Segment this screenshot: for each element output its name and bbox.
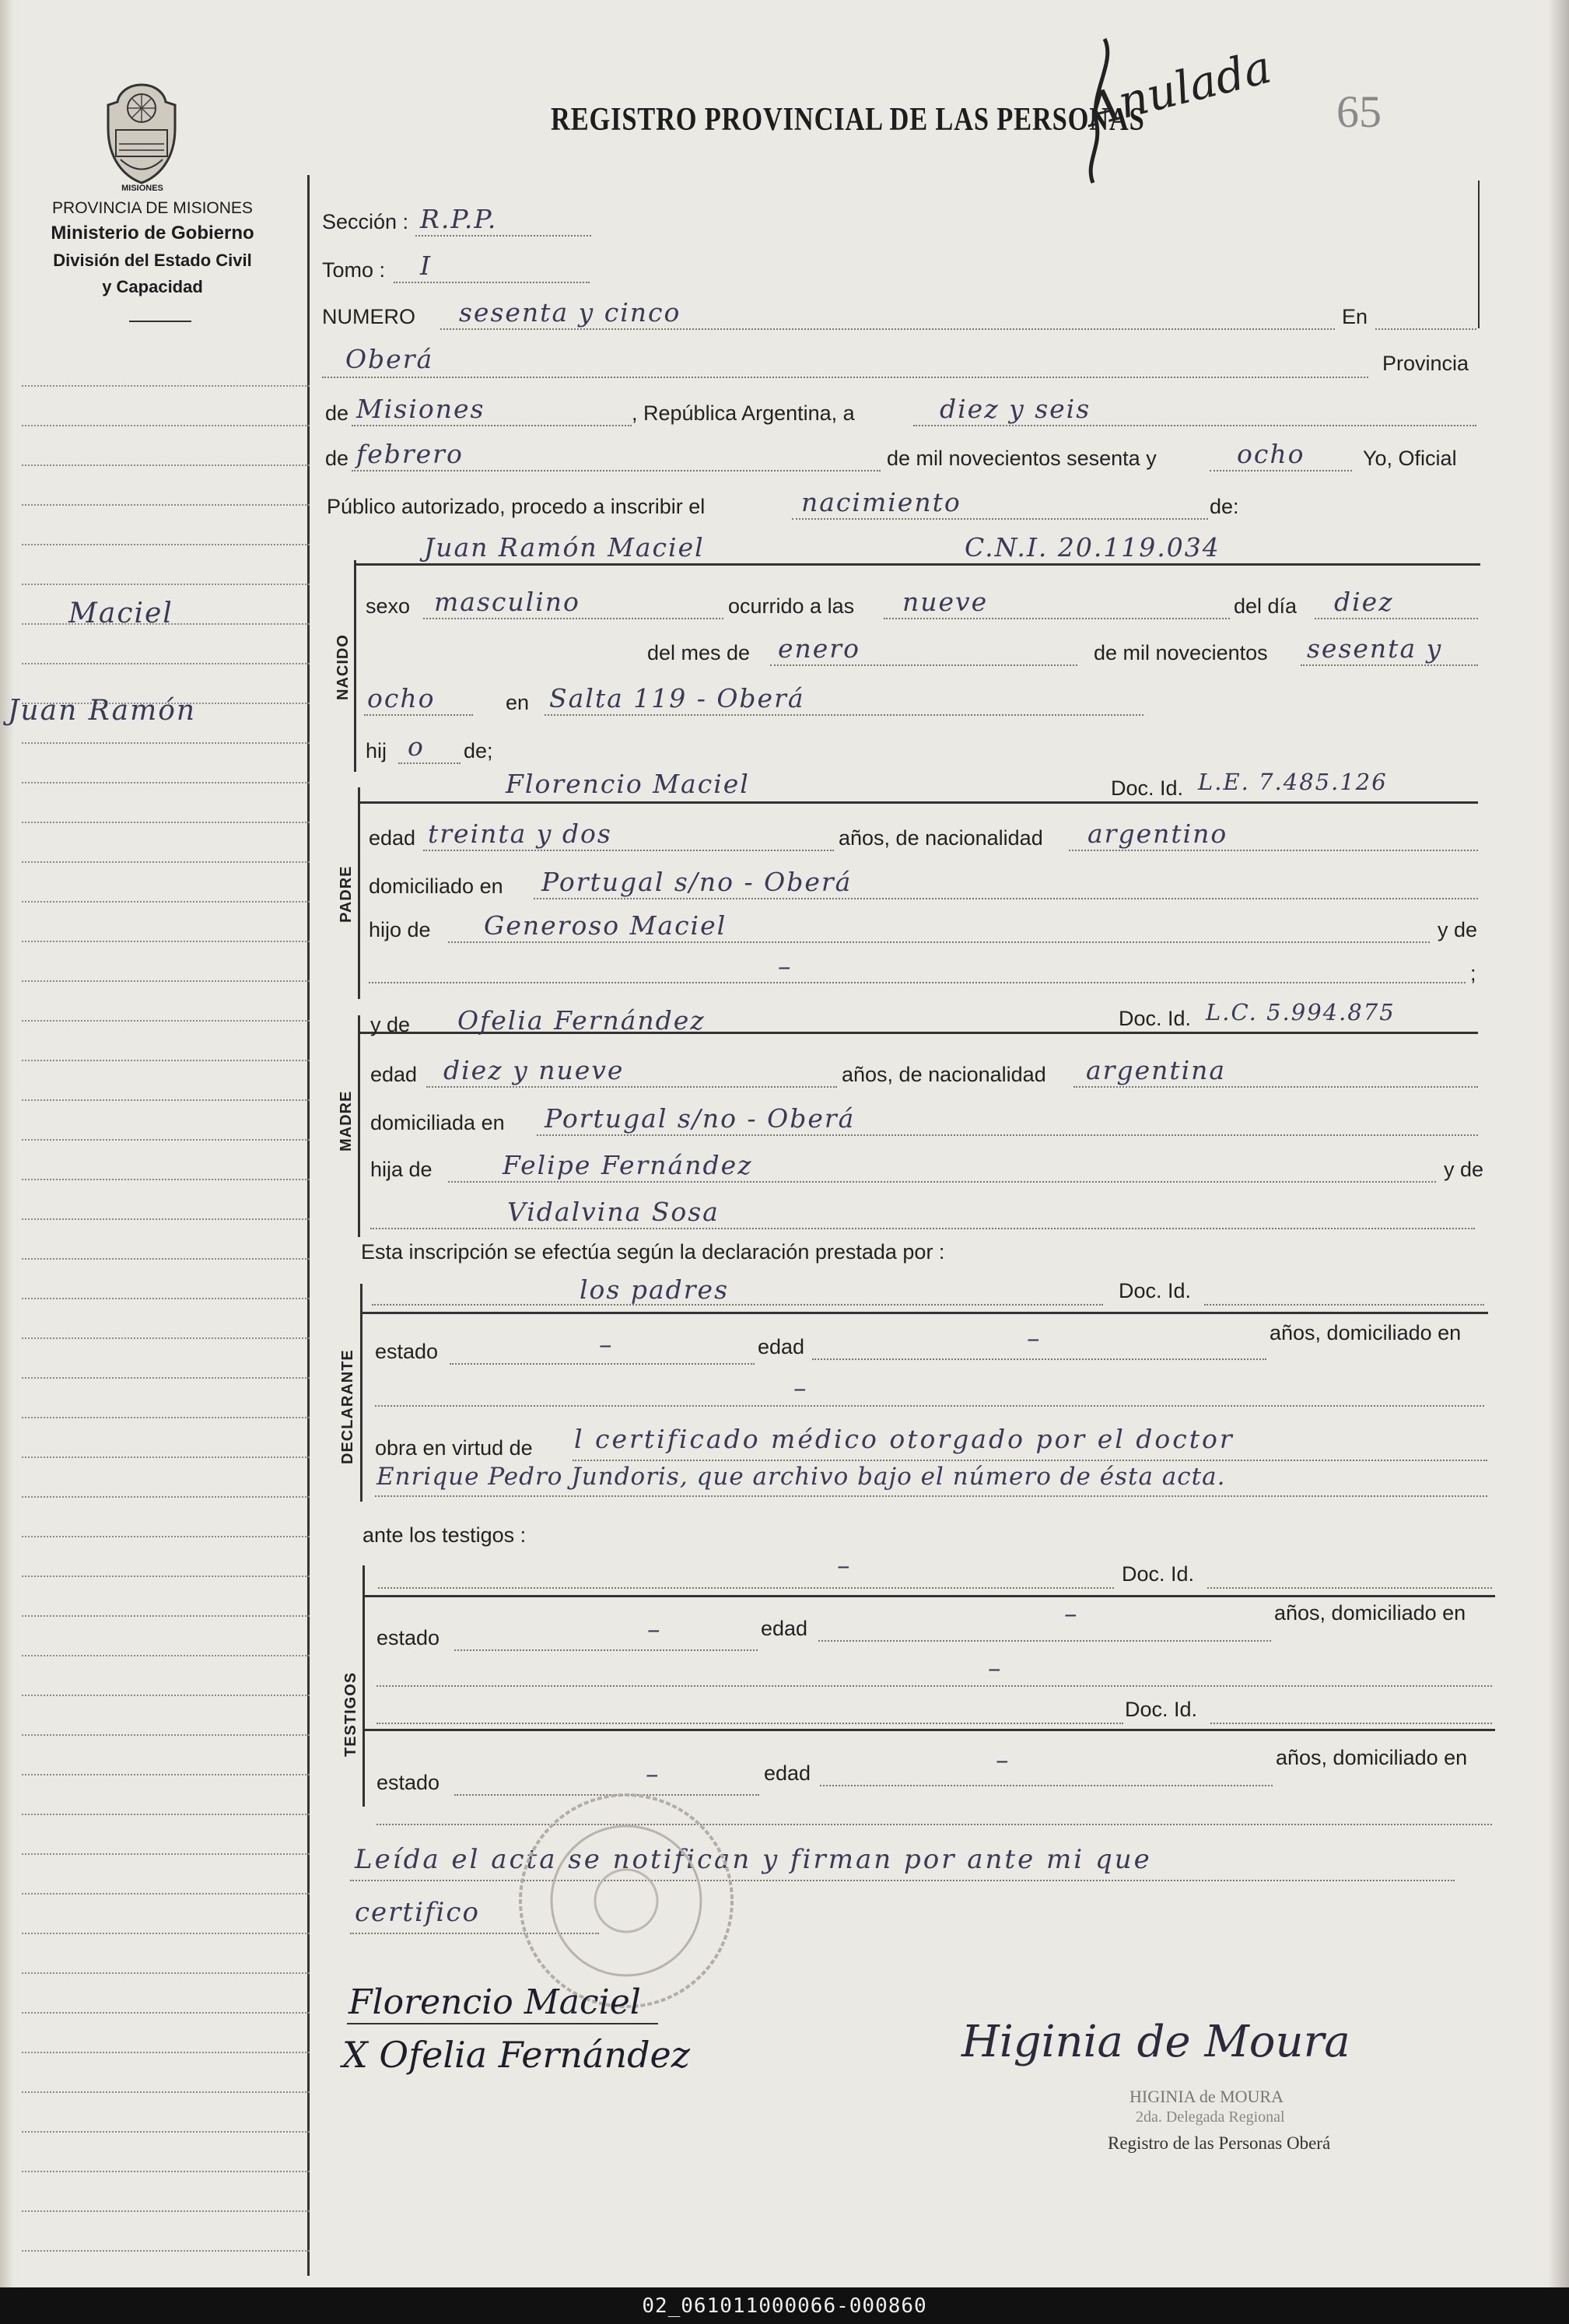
margin-rule-line	[22, 2171, 310, 2172]
testigo1-dom-dash: –	[988, 1653, 1003, 1683]
margin-rule-line	[22, 1139, 310, 1141]
mother-dom-label: domiciliada en	[370, 1111, 505, 1134]
father-semicolon: ;	[1470, 962, 1476, 985]
margin-rule-line	[22, 425, 310, 426]
provincia-label: Provincia	[1382, 352, 1469, 375]
del-dia-label: del día	[1234, 594, 1298, 618]
obra-value-1: l certificado médico otorgado por el doctor	[574, 1424, 1235, 1454]
margin-rule-line	[22, 1933, 310, 1934]
seccion-value: R.P.P.	[420, 204, 498, 234]
numero-label: NUMERO	[322, 305, 415, 328]
declarante-doc-label: Doc. Id.	[1119, 1279, 1192, 1302]
margin-rule-line	[22, 782, 310, 783]
mother-edad-label: edad	[370, 1063, 418, 1086]
madre-section-label: MADRE	[338, 1090, 355, 1151]
testigo2-estado-dash: –	[646, 1758, 660, 1789]
margin-rule-line	[22, 1576, 310, 1577]
margin-rule-line	[22, 1853, 310, 1855]
declarante-dom-label: años, domiciliado en	[1270, 1321, 1462, 1344]
testigo1-estado-label: estado	[376, 1626, 440, 1649]
birth-place: Salta 119 - Oberá	[549, 683, 805, 713]
nacido-bracket	[354, 560, 356, 772]
father-yde-label: y de	[1438, 918, 1478, 941]
binding-shadow	[0, 0, 14, 2287]
division-line-1: División del Estado Civil	[53, 251, 252, 270]
margin-rule-line	[22, 663, 310, 664]
margin-rule-line	[22, 1060, 310, 1061]
annulment-flourish-icon	[1073, 31, 1136, 187]
testigos-section-label: TESTIGOS	[342, 1671, 359, 1757]
testigo2-estado-label: estado	[376, 1771, 440, 1794]
mother-doc-label: Doc. Id.	[1119, 1007, 1192, 1030]
padre-bracket	[358, 787, 360, 999]
margin-rule-line	[22, 1298, 310, 1299]
official-stamp-icon	[513, 1788, 739, 2014]
declarante-estado-label: estado	[375, 1340, 439, 1363]
hij-de-label: de;	[464, 739, 493, 762]
mother-nac-value: argentina	[1086, 1055, 1227, 1085]
obra-value-2: Enrique Pedro Jundoris, que archivo bajo el número de ésta acta.	[376, 1463, 1226, 1491]
declarante-edad-label: edad	[758, 1335, 805, 1358]
father-edad-value: treinta y dos	[428, 818, 612, 849]
testigo2-edad-label: edad	[764, 1761, 811, 1785]
mother-parent-value-2: Vidalvina Sosa	[507, 1197, 720, 1227]
margin-rule-line	[22, 1536, 310, 1537]
father-parent-value: Generoso Maciel	[484, 910, 727, 941]
margin-rule-line	[22, 1695, 310, 1696]
mes-value: enero	[778, 633, 860, 664]
official-stamp-name: HIGINIA de MOURA	[1129, 2087, 1284, 2106]
de3-label: de:	[1210, 495, 1239, 518]
mil-label: de mil novecientos sesenta y	[887, 447, 1157, 470]
testigo2-dom-label: años, domiciliado en	[1276, 1746, 1468, 1769]
father-dom-value: Portugal s/no - Oberá	[541, 867, 853, 897]
sexo-label: sexo	[366, 594, 411, 618]
padre-section-label: PADRE	[338, 865, 355, 923]
testigos-intro: ante los testigos :	[362, 1523, 527, 1547]
sexo-value: masculino	[434, 587, 580, 617]
testigo1-doc-label: Doc. Id.	[1122, 1562, 1195, 1586]
father-hijo-label: hijo de	[369, 918, 431, 941]
margin-rule-line	[22, 2052, 310, 2053]
tomo-value: I	[420, 251, 433, 281]
margin-rule-line	[22, 1615, 310, 1617]
division-line-2: y Capacidad	[102, 277, 203, 296]
provincial-seal-icon	[97, 82, 187, 187]
margin-rule-line	[22, 941, 310, 942]
margin-rule-line	[22, 2091, 310, 2093]
mother-edad-value: diez y nueve	[443, 1055, 625, 1085]
father-nac-label: años, de nacionalidad	[839, 826, 1043, 850]
declarante-estado-value: –	[599, 1329, 614, 1359]
page-number: 65	[1336, 86, 1382, 137]
hij-value: o	[408, 731, 425, 762]
image-id-footer: 02_061011000066-000860	[0, 2287, 1569, 2324]
margin-divider	[307, 175, 310, 2276]
margin-rule-line	[22, 2250, 310, 2252]
father-doc-value: L.E. 7.485.126	[1198, 769, 1388, 795]
closing-line-1: Leída el acta se notifican y firman por ante mi que	[355, 1844, 1152, 1875]
registry-title: REGISTRO PROVINCIAL DE LAS PERSONAS	[551, 102, 1145, 138]
ocurrido-label: ocurrido a las	[728, 594, 855, 618]
margin-rule-line	[22, 980, 310, 982]
right-border	[1478, 181, 1480, 328]
declarante-name: los padres	[580, 1274, 730, 1305]
margin-rule-line	[22, 504, 310, 506]
testigo1-estado-dash: –	[647, 1614, 662, 1644]
mother-name: Ofelia Fernández	[457, 1005, 706, 1036]
testigo2-edad-dash: –	[996, 1744, 1010, 1775]
margin-rule-line	[22, 742, 310, 744]
header-divider	[129, 321, 191, 322]
province-name: PROVINCIA DE MISIONES	[52, 199, 253, 217]
declarante-intro: Esta inscripción se efectúa según la declaración prestada por :	[361, 1240, 945, 1264]
month-value: febrero	[356, 439, 464, 469]
margin-rule-line	[22, 544, 310, 545]
margin-rule-line	[22, 1734, 310, 1736]
year-value: ocho	[1237, 439, 1305, 469]
margin-rule-line	[22, 464, 310, 466]
child-id: C.N.I. 20.119.034	[965, 532, 1221, 563]
margin-rule-line	[22, 1377, 310, 1379]
margin-rule-line	[22, 1972, 310, 1974]
father-dash: –	[778, 951, 793, 981]
margin-rule-line	[22, 1456, 310, 1458]
mother-doc-value: L.C. 5.994.875	[1206, 999, 1396, 1025]
closing-line-2: certifico	[355, 1897, 480, 1928]
margin-rule-line	[22, 1218, 310, 1220]
mother-parent-value-1: Felipe Fernández	[503, 1150, 753, 1180]
day-value: diez y seis	[940, 394, 1091, 424]
de2-label: de	[325, 447, 349, 470]
testigo1-edad-label: edad	[761, 1617, 808, 1640]
margin-rule-line	[22, 861, 310, 863]
margin-rule-line	[22, 1337, 310, 1339]
anio-value-1: sesenta y	[1307, 633, 1443, 664]
margin-rule-line	[22, 1417, 310, 1418]
testigos-bracket	[362, 1565, 365, 1807]
mother-signature: X Ofelia Fernández	[342, 2034, 690, 2076]
mother-hija-label: hija de	[370, 1158, 433, 1181]
obra-label: obra en virtud de	[375, 1436, 533, 1460]
margin-rule-line	[22, 2131, 310, 2133]
testigo2-doc-label: Doc. Id.	[1125, 1698, 1198, 1721]
en-label: En	[1342, 305, 1368, 328]
margin-rule-line	[22, 901, 310, 903]
anio-value-2: ocho	[367, 683, 436, 713]
del-mes-label: del mes de	[647, 641, 751, 664]
margin-rule-line	[22, 1893, 310, 1895]
official-stamp-role: 2da. Delegada Regional	[1136, 2108, 1285, 2126]
yo-label: Yo, Oficial	[1363, 447, 1457, 470]
testigo1-name-dash: –	[837, 1550, 852, 1580]
dia-value: diez	[1334, 587, 1394, 617]
declarante-bracket	[360, 1284, 362, 1502]
margin-surname: Maciel	[68, 598, 173, 629]
en-label-nacido: en	[506, 691, 530, 714]
mil-label-nacido: de mil novecientos	[1094, 641, 1268, 664]
child-name: Juan Ramón Maciel	[424, 532, 705, 563]
testigo1-dom-label: años, domiciliado en	[1274, 1601, 1466, 1625]
margin-rule-line	[22, 1179, 310, 1180]
mother-hija-yde-label: y de	[1444, 1158, 1484, 1181]
hij-label: hij	[366, 739, 387, 762]
official-stamp-office: Registro de las Personas Oberá	[1108, 2133, 1331, 2153]
declarante-dom-value: –	[793, 1372, 808, 1403]
testigo1-edad-dash: –	[1064, 1598, 1079, 1628]
father-doc-label: Doc. Id.	[1111, 776, 1184, 800]
official-signature: Higinia de Moura	[961, 2017, 1350, 2067]
declarante-edad-value: –	[1027, 1323, 1042, 1353]
mother-nac-label: años, de nacionalidad	[842, 1063, 1046, 1086]
tomo-label: Tomo :	[322, 258, 386, 282]
father-dom-label: domiciliado en	[369, 875, 503, 898]
margin-rule-line	[22, 1814, 310, 1815]
hora-value: nueve	[902, 587, 989, 617]
annulment-signature: Anulada	[1081, 40, 1277, 137]
margin-rule-line	[22, 385, 310, 387]
margin-rule-line	[22, 1099, 310, 1101]
numero-value: sesenta y cinco	[459, 297, 681, 328]
madre-bracket	[358, 1015, 360, 1237]
margin-rule-line	[22, 1655, 310, 1656]
declarante-section-label: DECLARANTE	[339, 1349, 356, 1464]
margin-rule-line	[22, 1020, 310, 1022]
province-value: Misiones	[356, 394, 485, 424]
margin-rule-line	[22, 1496, 310, 1498]
seal-caption: MISIONES	[121, 184, 163, 193]
margin-given-names: Juan Ramón	[8, 695, 197, 727]
father-name: Florencio Maciel	[506, 769, 750, 799]
page-edge-shadow	[1548, 0, 1569, 2287]
republica-label: , República Argentina, a	[632, 401, 855, 425]
mother-dom-value: Portugal s/no - Oberá	[545, 1103, 856, 1134]
nacido-section-label: NACIDO	[334, 634, 352, 700]
de-label: de	[325, 401, 349, 425]
mother-yde-label: y de	[370, 1013, 411, 1036]
act-value: nacimiento	[801, 487, 961, 517]
father-edad-label: edad	[369, 826, 416, 850]
publico-label: Público autorizado, procedo a inscribir el	[327, 495, 706, 518]
margin-rule-line	[22, 1774, 310, 1775]
margin-rule-line	[22, 584, 310, 585]
seccion-label: Sección :	[322, 210, 409, 233]
place-value: Oberá	[345, 344, 434, 374]
margin-rule-line	[22, 2210, 310, 2212]
father-nac-value: argentino	[1087, 818, 1228, 849]
margin-rule-line	[22, 2012, 310, 2014]
margin-rule-line	[22, 1258, 310, 1260]
ministry-name: Ministerio de Gobierno	[51, 223, 254, 244]
father-signature: Florencio Maciel	[348, 1982, 641, 2022]
margin-rule-line	[22, 822, 310, 823]
